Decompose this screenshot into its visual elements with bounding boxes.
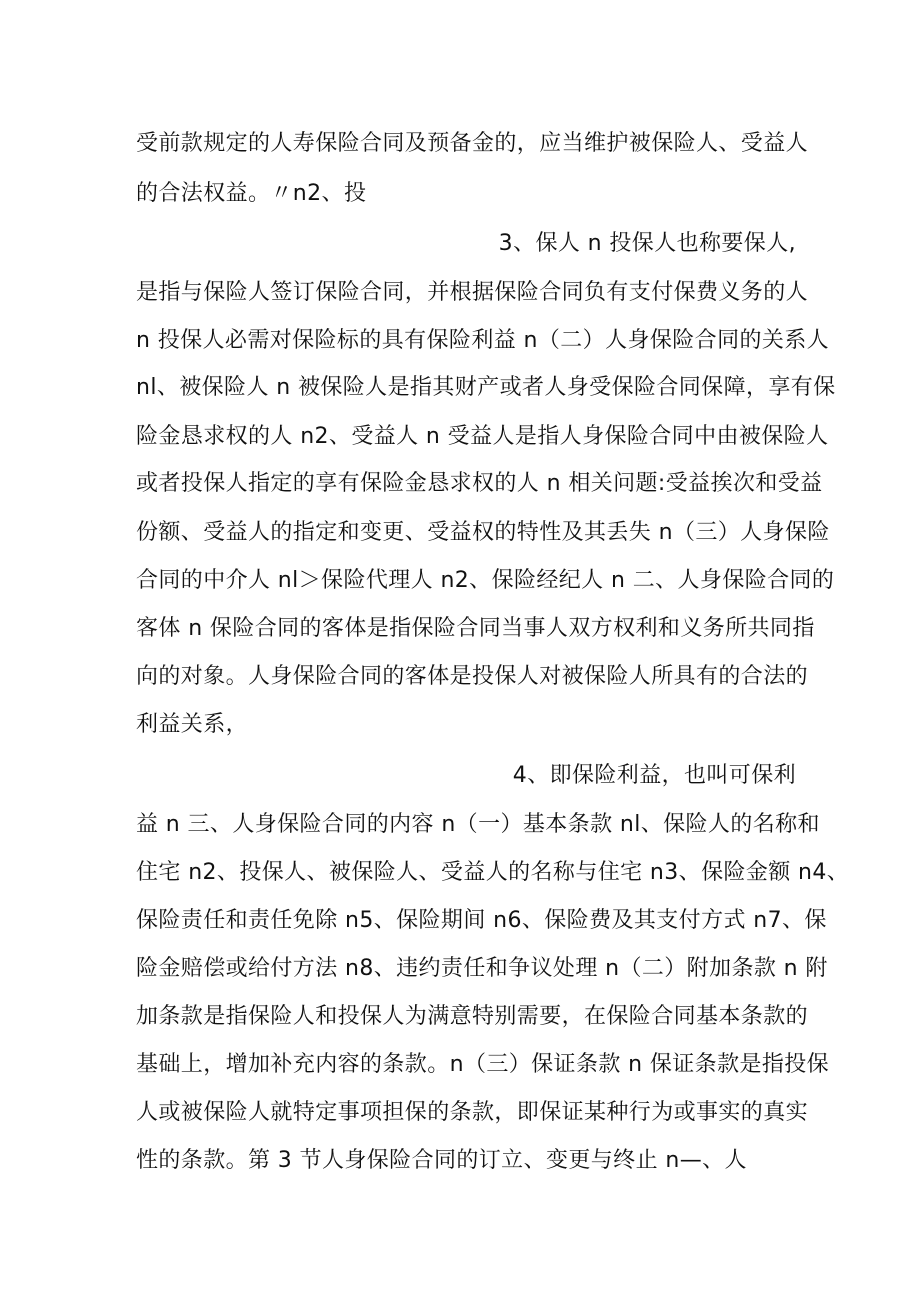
text-line: 险金赔偿或给付方法 n8、违约责任和争议处理 n（二）附加条款 n 附 (136, 956, 828, 981)
text-line: 是指与保险人签订保险合同，并根据保险合同负有支付保费义务的人 (136, 280, 809, 305)
text-line: 受前款规定的人寿保险合同及预备金的，应当维护被保险人、受益人 (136, 131, 809, 156)
text-line: 利益关系， (136, 712, 249, 737)
text-line: 客体 n 保险合同的客体是指保险合同当事人双方权利和义务所共同指 (136, 616, 815, 641)
text-line: 或者投保人指定的享有保险金恳求权的人 n 相关问题:受益挨次和受益 (136, 471, 823, 496)
text-line: 份额、受益人的指定和变更、受益权的特性及其丢失 n（三）人身保险 (136, 520, 830, 545)
text-line: 险金恳求权的人 n2、受益人 n 受益人是指人身保险合同中由被保险人 (136, 424, 829, 449)
text-line: 合同的中介人 nl＞保险代理人 n2、保险经纪人 n 二、人身保险合同的 (136, 568, 835, 593)
text-line: 性的条款。第 3 节人身保险合同的订立、变更与终止 n—、人 (136, 1148, 747, 1173)
text-line: 向的对象。人身保险合同的客体是投保人对被保险人所具有的合法的 (136, 664, 809, 689)
text-line: 住宅 n2、投保人、被保险人、受益人的名称与住宅 n3、保险金额 n4、 (136, 860, 850, 885)
text-line: n 投保人必需对保险标的具有保险利益 n（二）人身保险合同的关系人 (136, 328, 830, 353)
text-line-right: 4、即保险利益，也叫可保利 (512, 763, 796, 788)
text-line: nl、被保险人 n 被保险人是指其财产或者人身受保险合同保障，享有保 (136, 375, 836, 400)
text-line-right: 3、保人 n 投保人也称要保人, (498, 231, 796, 256)
text-line: 的合法权益。〃n2、投 (136, 181, 367, 206)
text-line: 益 n 三、人身保险合同的内容 n（一）基本条款 nl、保险人的名称和 (136, 812, 820, 837)
text-line: 保险责任和责任免除 n5、保险期间 n6、保险费及其支付方式 n7、保 (136, 908, 827, 933)
text-line: 人或被保险人就特定事项担保的条款，即保证某种行为或事实的真实 (136, 1100, 809, 1125)
text-line: 基础上，增加补充内容的条款。n（三）保证条款 n 保证条款是指投保 (136, 1052, 830, 1077)
text-line: 加条款是指保险人和投保人为满意特别需要，在保险合同基本条款的 (136, 1004, 809, 1029)
